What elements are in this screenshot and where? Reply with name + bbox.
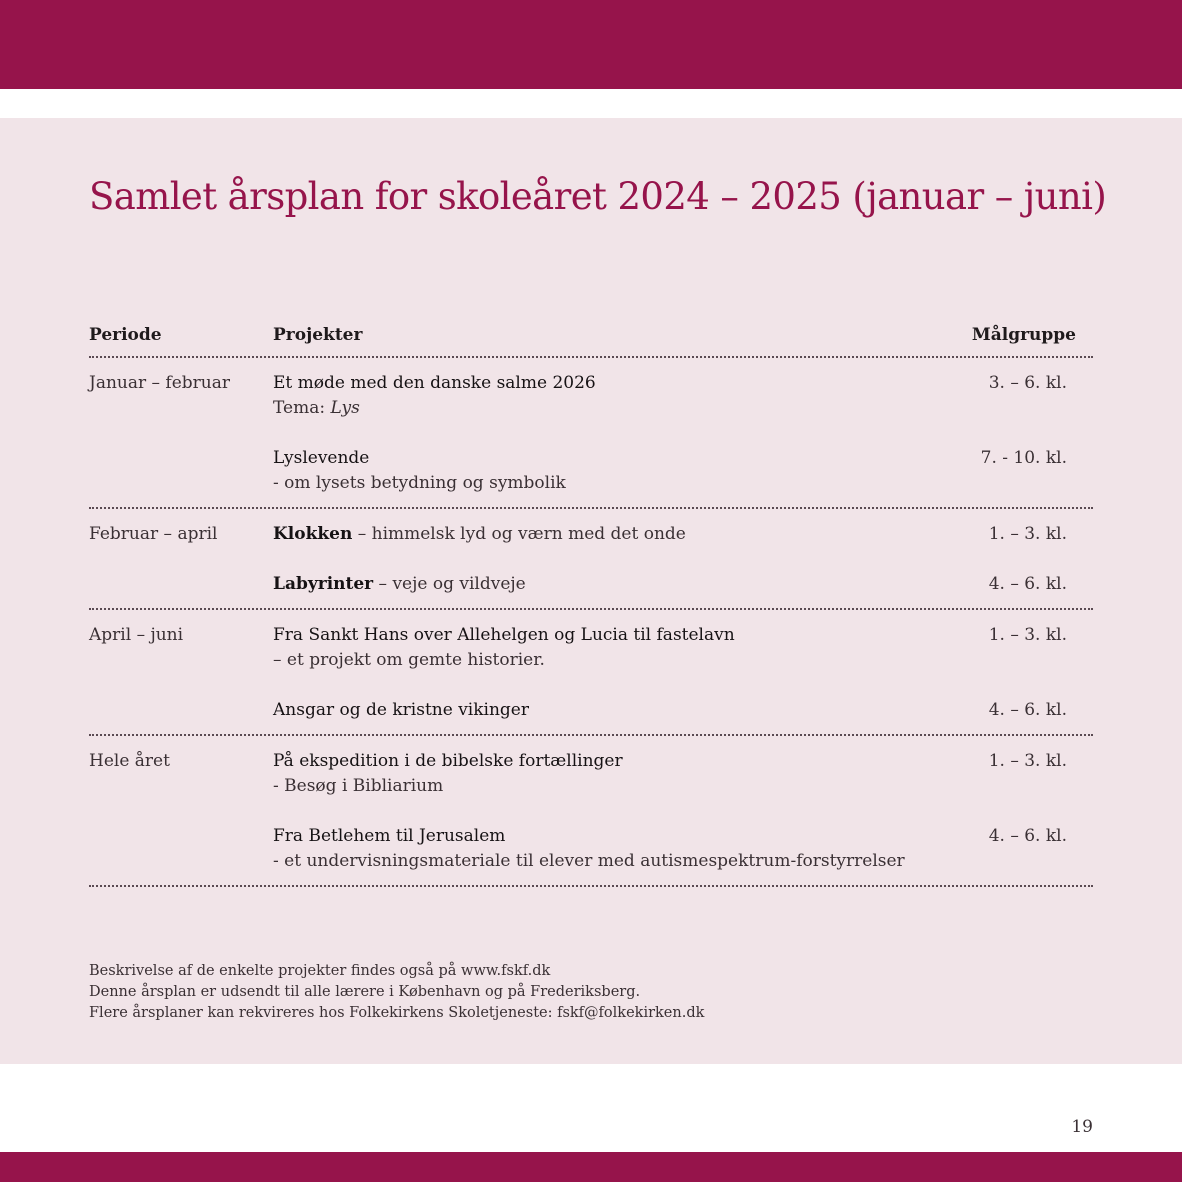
page-title: Samlet årsplan for skoleåret 2024 – 2025 (januar – juni) bbox=[89, 175, 1107, 218]
project-target-group: 4. – 6. kl. bbox=[988, 574, 1067, 594]
page-number: 19 bbox=[1071, 1117, 1093, 1137]
footer-line: Flere årsplaner kan rekvireres hos Folkekirkens Skoletjeneste: fskf@folkekirken.dk bbox=[89, 1005, 705, 1021]
project-item bbox=[273, 572, 1093, 597]
project-title: Fra Betlehem til Jerusalem bbox=[273, 826, 506, 846]
project-subtitle: – et projekt om gemte historier. bbox=[273, 650, 545, 670]
project-subtitle: Tema: Lys bbox=[273, 398, 360, 418]
project-target-group: 1. – 3. kl. bbox=[988, 524, 1067, 544]
table-header-row bbox=[89, 322, 1093, 358]
project-subtitle: - om lysets betydning og symbolik bbox=[273, 473, 566, 493]
project-subtitle: - et undervisningsmateriale til elever med autismespektrum-forstyrrelser bbox=[273, 851, 905, 871]
project-title: Fra Sankt Hans over Allehelgen og Lucia til fastelavn bbox=[273, 625, 735, 645]
project-target-group: 3. – 6. kl. bbox=[988, 373, 1067, 393]
project-item bbox=[273, 522, 1093, 547]
project-title: På ekspedition i de bibelske fortællinger bbox=[273, 751, 623, 771]
footer-line: Beskrivelse af de enkelte projekter findes også på www.fskf.dk bbox=[89, 963, 551, 979]
project-item bbox=[273, 446, 1093, 496]
project-title: Lyslevende bbox=[273, 448, 370, 468]
period-label: Hele året bbox=[89, 751, 170, 771]
project-title: Labyrinter – veje og vildveje bbox=[273, 574, 526, 594]
footer-notes bbox=[89, 961, 704, 1024]
header-period: Periode bbox=[89, 325, 162, 345]
year-plan-table bbox=[89, 322, 1093, 887]
period-label: April – juni bbox=[89, 625, 184, 645]
project-title: Klokken – himmelsk lyd og værn med det onde bbox=[273, 524, 686, 544]
project-target-group: 1. – 3. kl. bbox=[988, 751, 1067, 771]
project-item bbox=[273, 824, 1093, 874]
project-target-group: 7. - 10. kl. bbox=[980, 448, 1067, 468]
period-label: Januar – februar bbox=[89, 373, 230, 393]
header-projects: Projekter bbox=[273, 325, 363, 345]
table-row bbox=[89, 610, 1093, 736]
project-title: Ansgar og de kristne vikinger bbox=[273, 700, 529, 720]
footer-line: Denne årsplan er udsendt til alle lærere i København og på Frederiksberg. bbox=[89, 984, 641, 1000]
project-target-group: 4. – 6. kl. bbox=[988, 700, 1067, 720]
project-item bbox=[273, 749, 1093, 799]
project-target-group: 4. – 6. kl. bbox=[988, 826, 1067, 846]
header-target-group: Målgruppe bbox=[971, 325, 1076, 345]
project-item bbox=[273, 623, 1093, 673]
period-label: Februar – april bbox=[89, 524, 218, 544]
project-title: Et møde med den danske salme 2026 bbox=[273, 373, 596, 393]
bottom-color-band bbox=[0, 1152, 1182, 1182]
table-row bbox=[89, 509, 1093, 610]
table-row bbox=[89, 358, 1093, 509]
project-target-group: 1. – 3. kl. bbox=[988, 625, 1067, 645]
top-color-band bbox=[0, 0, 1182, 89]
project-subtitle: - Besøg i Bibliarium bbox=[273, 776, 444, 796]
project-item bbox=[273, 371, 1093, 421]
project-item bbox=[273, 698, 1093, 723]
table-row bbox=[89, 736, 1093, 887]
